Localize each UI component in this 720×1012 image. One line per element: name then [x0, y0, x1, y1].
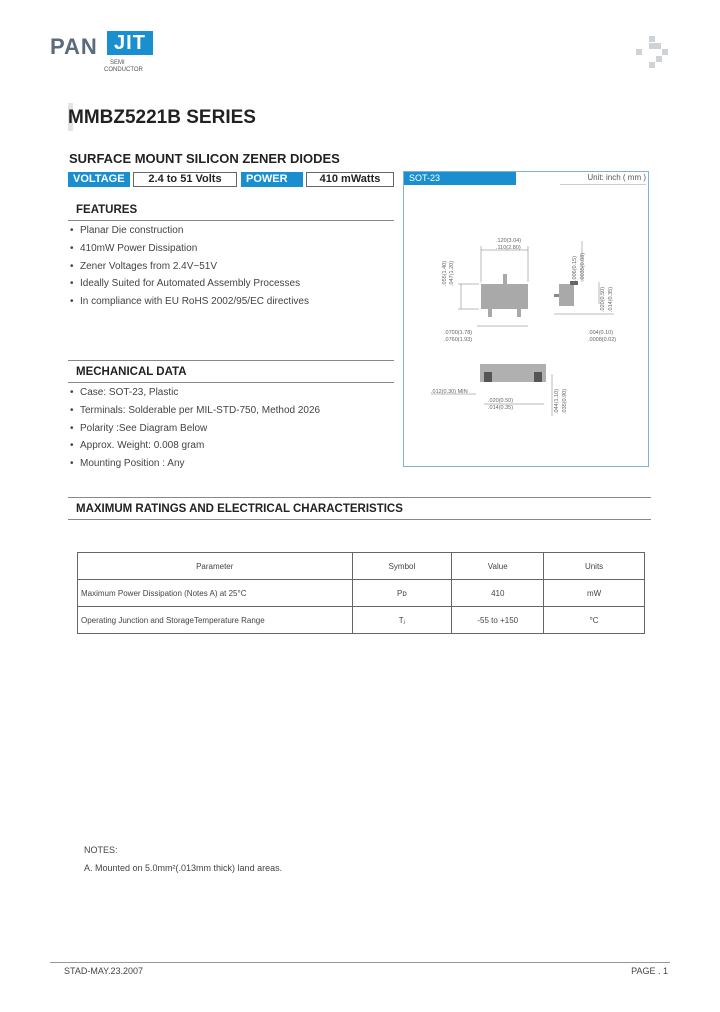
table-cell-symbol: Tⱼ: [352, 607, 452, 634]
power-label: POWER: [241, 172, 303, 187]
features-rule: [68, 220, 394, 221]
table-header-cell: Parameter: [78, 553, 353, 580]
dim-lead-2: .0760(1.93): [444, 337, 473, 343]
brand-logo-left: PAN: [50, 34, 98, 59]
dim-bottom-mid-2: .014(0.35): [488, 405, 514, 411]
table-cell-units: mW: [544, 580, 645, 607]
table-cell-units: °C: [544, 607, 645, 634]
dim-right-a: .006(0.15): [572, 255, 578, 281]
decorative-dots-icon: [636, 36, 668, 68]
ratings-table: [77, 552, 645, 634]
brand-subtitle-line1: SEMI: [110, 60, 125, 66]
package-foot-side: [554, 294, 559, 297]
table-cell-parameter: Maximum Power Dissipation (Notes A) at 25°C: [78, 580, 353, 607]
features-heading: FEATURES: [76, 204, 138, 216]
features-list: [70, 222, 394, 311]
mechanical-top-rule: [68, 360, 394, 361]
table-header-cell: Value: [452, 553, 544, 580]
list-item: • Case: SOT-23, Plastic: [70, 384, 394, 402]
table-row: [78, 580, 645, 607]
mechanical-heading: MECHANICAL DATA: [76, 366, 187, 378]
package-lead-right: [517, 309, 521, 317]
footer-rule: [50, 962, 670, 963]
dim-bottom-mid-1: .020(0.50): [488, 398, 514, 404]
brand-subtitle: [104, 60, 143, 74]
dim-base-2: .0008(0.02): [588, 337, 617, 343]
dim-side-height-2: .014(0.35): [608, 286, 614, 312]
table-cell-value: 410: [452, 580, 544, 607]
footer-doc-date: STAD-MAY.23.2007: [64, 966, 144, 976]
dim-top-width-2: .110(2.80): [496, 245, 521, 251]
list-item: • Planar Die construction: [70, 222, 394, 240]
package-body-side-view: [559, 284, 574, 306]
list-item: • In compliance with EU RoHS 2002/95/EC directives: [70, 293, 394, 311]
package-lead-top: [503, 274, 507, 284]
dim-bottom-left: .012(0.30) MIN: [431, 389, 468, 395]
dim-side-height-1: .020(0.50): [600, 286, 606, 312]
table-header-cell: Symbol: [352, 553, 452, 580]
list-item: • 410mW Power Dissipation: [70, 240, 394, 258]
table-cell-parameter: Operating Junction and StorageTemperature Range: [78, 607, 353, 634]
voltage-label: VOLTAGE: [68, 172, 130, 187]
dim-left-height-1: .055(1.40): [442, 260, 448, 286]
package-lead-front-left: [484, 372, 492, 382]
dim-top-width: .120(3.04): [496, 238, 522, 244]
list-item: • Polarity :See Diagram Below: [70, 420, 394, 438]
table-row: [78, 607, 645, 634]
list-item: • Approx. Weight: 0.008 gram: [70, 437, 394, 455]
brand-logo-right: JIT: [107, 31, 153, 55]
dim-bottom-right-2: .035(0.90): [562, 388, 568, 414]
package-body-top-view: [481, 284, 528, 309]
table-cell-value: -55 to +150: [452, 607, 544, 634]
dim-left-height-2: .047(1.20): [449, 260, 455, 286]
ratings-rule: [68, 519, 651, 520]
power-value: 410 mWatts: [306, 172, 394, 187]
package-lead-front-right: [534, 372, 542, 382]
notes-heading: NOTES:: [84, 845, 118, 855]
package-unit: Unit: inch ( mm ): [560, 172, 646, 185]
list-item: • Zener Voltages from 2.4V~51V: [70, 258, 394, 276]
list-item: • Terminals: Solderable per MIL-STD-750, Method 2026: [70, 402, 394, 420]
mechanical-rule: [68, 382, 394, 383]
page-subtitle: SURFACE MOUNT SILICON ZENER DIODES: [69, 151, 340, 166]
ratings-top-rule: [68, 497, 651, 498]
table-header-cell: Units: [544, 553, 645, 580]
dim-bottom-right-1: .044(1.10): [554, 388, 560, 414]
table-header-row: [78, 553, 645, 580]
package-lead-left: [488, 309, 492, 317]
list-item: • Mounting Position : Any: [70, 455, 394, 473]
brand-subtitle-line2: CONDUCTOR: [104, 67, 143, 73]
note-item: A. Mounted on 5.0mm²(.013mm thick) land areas.: [84, 863, 283, 873]
mechanical-list: [70, 384, 394, 473]
dim-lead-1: .0700(1.78): [444, 330, 473, 336]
footer-page-number: PAGE . 1: [631, 966, 668, 976]
dim-base-1: .004(0.10): [588, 330, 614, 336]
table-cell-symbol: Pᴅ: [352, 580, 452, 607]
voltage-value: 2.4 to 51 Volts: [133, 172, 237, 187]
page-title: MMBZ5221B SERIES: [68, 107, 256, 128]
sot23-dimension-drawing: [404, 186, 648, 464]
dim-right-b: .0035(0.08): [580, 252, 586, 281]
list-item: • Ideally Suited for Automated Assembly Processes: [70, 275, 394, 293]
ratings-heading: MAXIMUM RATINGS AND ELECTRICAL CHARACTERISTICS: [76, 503, 403, 515]
package-name: SOT-23: [404, 172, 516, 185]
